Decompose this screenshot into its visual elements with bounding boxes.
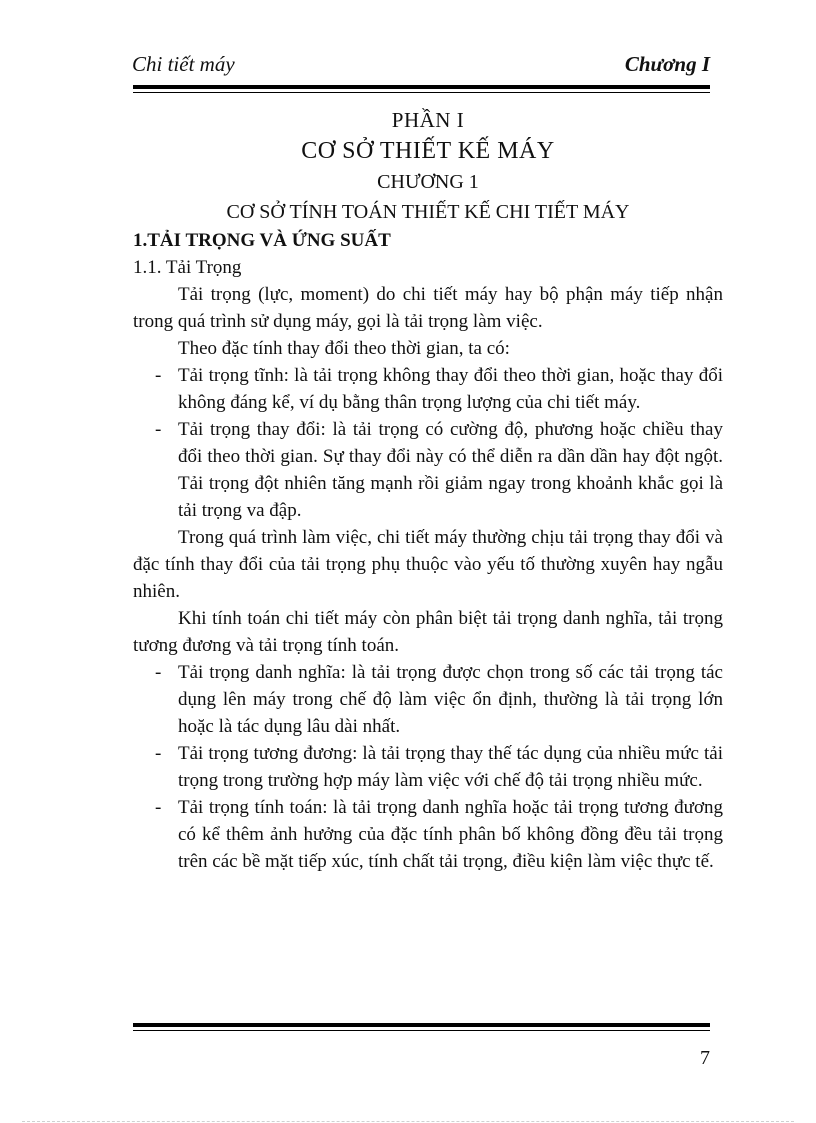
chapter-title: CƠ SỞ TÍNH TOÁN THIẾT KẾ CHI TIẾT MÁY bbox=[226, 201, 630, 223]
list-item-text: Tải trọng tương đương: là tải trọng thay thế tác dụng của nhiều mức tải trọng trong trường hợp máy làm việc với chế độ tải trọng nhiều mức. bbox=[178, 743, 723, 791]
list-item-text: Tải trọng tĩnh: là tải trọng không thay đổi theo thời gian, hoặc thay đổi không đáng kể, ví dụ bằng thân trọng lượng của chi tiết máy. bbox=[178, 365, 723, 413]
bullet-dash: - bbox=[155, 419, 162, 440]
part-label: PHẦN I bbox=[391, 108, 465, 132]
page-number: 7 bbox=[700, 1047, 710, 1069]
page-edge-divider bbox=[22, 1121, 794, 1122]
footer-double-rule bbox=[133, 1023, 710, 1031]
section-heading: 1.TẢI TRỌNG VÀ ỨNG SUẤT bbox=[133, 230, 391, 251]
paragraph: Tải trọng (lực, moment) do chi tiết máy hay bộ phận máy tiếp nhận trong quá trình sử dụng máy, gọi là tải trọng làm việc. bbox=[133, 284, 723, 332]
bullet-dash: - bbox=[155, 743, 162, 764]
list-item bbox=[133, 659, 723, 740]
bullet-dash: - bbox=[155, 797, 162, 818]
page-body bbox=[133, 106, 723, 875]
bullet-dash: - bbox=[155, 662, 162, 683]
header-book-title: Chi tiết máy bbox=[132, 52, 235, 76]
header-chapter-label: Chương I bbox=[624, 52, 710, 76]
part-title: CƠ SỞ THIẾT KẾ MÁY bbox=[301, 138, 555, 164]
subsection-heading: 1.1. Tải Trọng bbox=[133, 257, 242, 278]
paragraph: Trong quá trình làm việc, chi tiết máy thường chịu tải trọng thay đổi và đặc tính thay đổi của tải trọng phụ thuộc vào yếu tố thường xuyên hay ngẫu nhiên. bbox=[133, 527, 723, 602]
bullet-dash: - bbox=[155, 365, 162, 386]
list-item bbox=[133, 740, 723, 794]
chapter-label: CHƯƠNG 1 bbox=[377, 171, 479, 193]
list-item-text: Tải trọng tính toán: là tải trọng danh nghĩa hoặc tải trọng tương đương có kể thêm ảnh hưởng của đặc tính phân bố không đồng đều tải trọng trên các bề mặt tiếp xúc, tính chất tải trọng, điều kiện làm việc thực tế. bbox=[178, 797, 723, 872]
list-item bbox=[133, 362, 723, 416]
paragraph: Theo đặc tính thay đổi theo thời gian, ta có: bbox=[178, 338, 510, 359]
paragraph: Khi tính toán chi tiết máy còn phân biệt tải trọng danh nghĩa, tải trọng tương đương và tải trọng tính toán. bbox=[133, 608, 723, 656]
list-item bbox=[133, 794, 723, 875]
list-item bbox=[133, 416, 723, 524]
list-item-text: Tải trọng thay đổi: là tải trọng có cường độ, phương hoặc chiều thay đổi theo thời gian. Sự thay đổi này có thể diễn ra dần dần hay đột ngột. Tải trọng đột nhiên tăng mạnh rồi giảm ngay trong khoảnh khắc gọi là tải trọng va đập. bbox=[178, 419, 723, 521]
header-double-rule bbox=[133, 85, 710, 93]
list-item-text: Tải trọng danh nghĩa: là tải trọng được chọn trong số các tải trọng tác dụng lên máy trong chế độ làm việc ổn định, thường là tải trọng lớn hoặc là tác dụng lâu dài nhất. bbox=[178, 662, 723, 737]
